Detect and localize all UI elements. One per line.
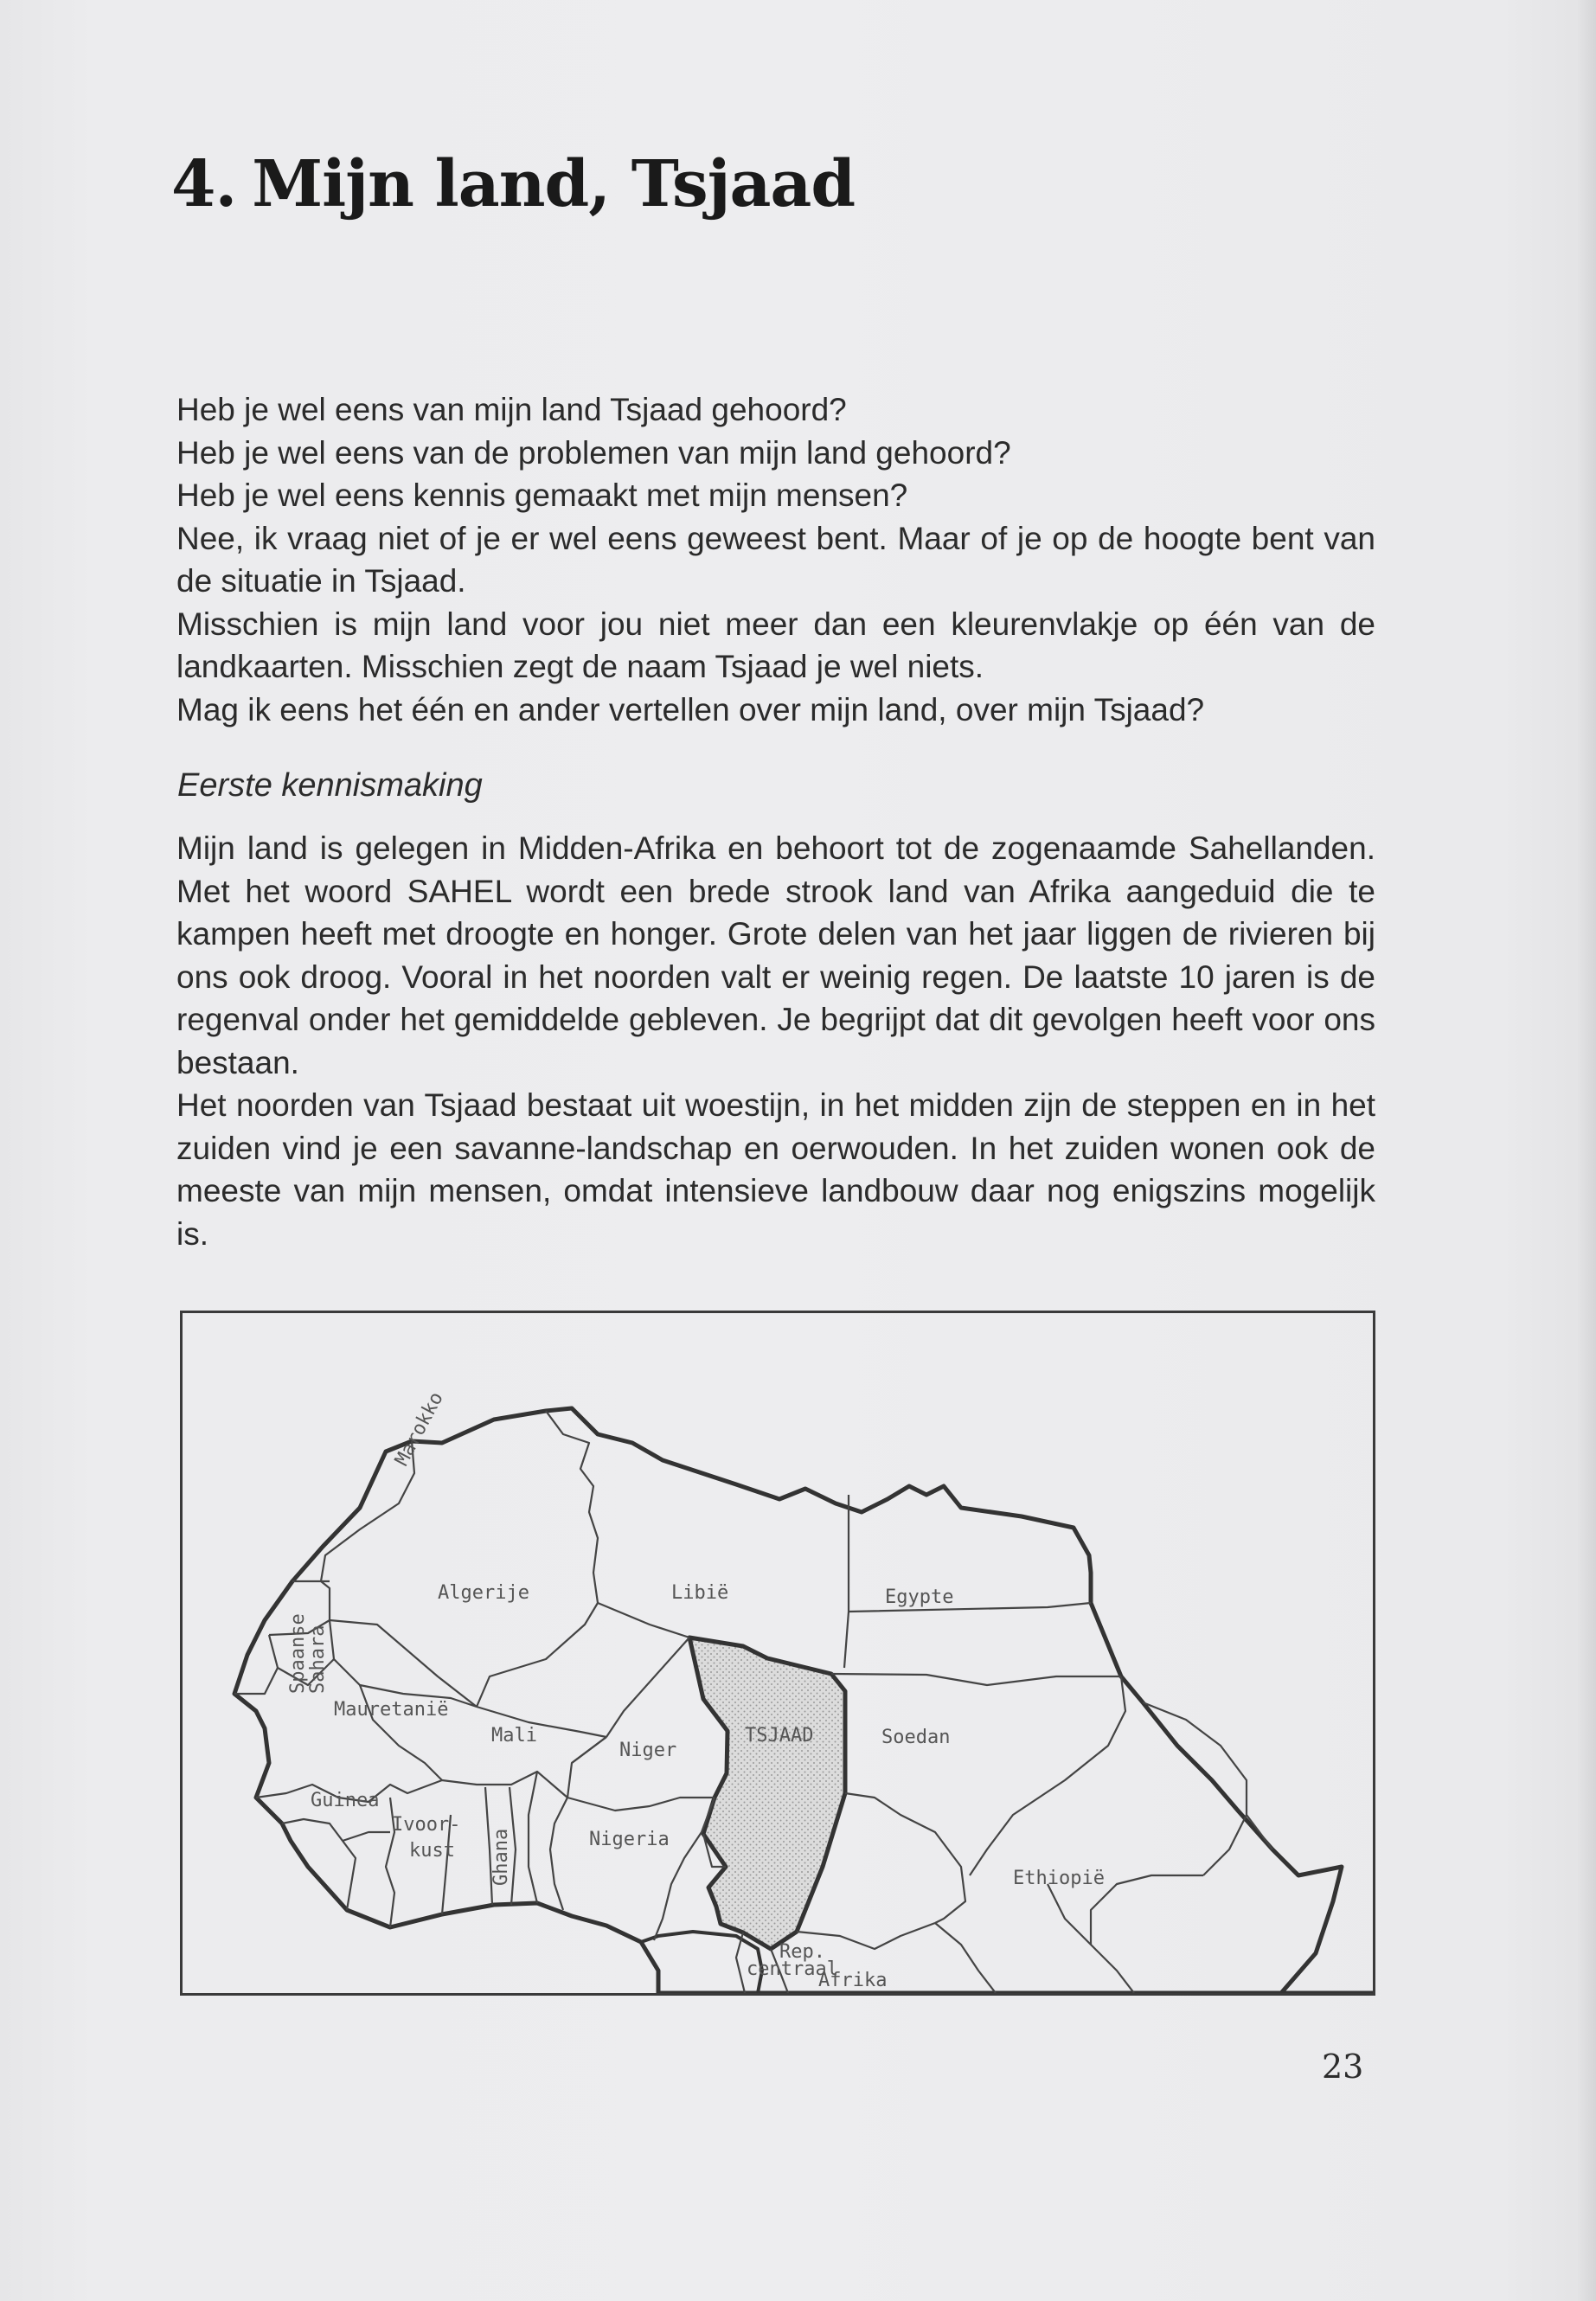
section-text — [176, 827, 1375, 1255]
label-ivoorkust-2: kust — [409, 1840, 455, 1862]
label-spaanse: Spaanse — [287, 1613, 309, 1694]
page-number: 23 — [1322, 2048, 1364, 2086]
africa-map-svg — [183, 1313, 1373, 1993]
label-libie: Libië — [671, 1582, 729, 1604]
intro-line: Heb je wel eens van de problemen van mijn land gehoord? — [176, 434, 1011, 471]
intro-line: Heb je wel eens van mijn land Tsjaad gehoord? — [176, 392, 847, 427]
intro-line: Nee, ik vraag niet of je er wel eens geweest bent. Maar of je op de hoogte bent van de situatie in Tsjaad. — [176, 520, 1375, 599]
chapter-heading — [171, 147, 855, 221]
label-ivoorkust-1: Ivoor- — [392, 1814, 461, 1836]
africa-map — [180, 1311, 1375, 1996]
label-sahara: Sahara — [307, 1625, 329, 1694]
label-nigeria: Nigeria — [589, 1829, 670, 1850]
section-heading: Eerste kennismaking — [177, 767, 483, 804]
label-algerije: Algerije — [438, 1582, 529, 1604]
label-egypte: Egypte — [885, 1586, 954, 1608]
label-mauretanie: Mauretanië — [334, 1699, 449, 1721]
intro-text — [176, 388, 1375, 731]
intro-line: Mag ik eens het één en ander vertellen over mijn land, over mijn Tsjaad? — [176, 691, 1205, 727]
section-paragraph: Mijn land is gelegen in Midden-Afrika en behoort tot de zogenaamde Sahellanden. Met het woord SAHEL wordt een brede strook land van Afrika aangeduid die te kampen heeft met droogte en honger. Grote delen van het jaar liggen de rivieren bij ons ook droog. Vooral in het noorden valt er weinig regen. De laatste 10 jaren is de regenval onder het gemiddelde gebleven. Je begrijpt dat dit gevolgen heeft voor ons bestaan. — [176, 830, 1375, 1080]
label-ghana: Ghana — [490, 1828, 512, 1886]
label-niger: Niger — [619, 1740, 677, 1761]
intro-line: Heb je wel eens kennis gemaakt met mijn mensen? — [176, 478, 908, 513]
intro-line: Misschien is mijn land voor jou niet meer dan een kleurenvlakje op één van de landkaarten. Misschien zegt de naam Tsjaad je wel niets. — [176, 606, 1375, 684]
label-car-1: Rep. — [779, 1941, 825, 1963]
label-mali: Mali — [491, 1725, 537, 1747]
label-car-2: centraal — [747, 1958, 838, 1980]
section-paragraph-2: Het noorden van Tsjaad bestaat uit woestijn, in het midden zijn de steppen en in het zuiden vind je een savanne-landschap en oerwouden. In het zuiden wonen ook de meeste van mijn mensen, omdat intensieve landbouw daar nog enigszins mogelijk is. — [176, 1087, 1375, 1252]
chapter-number: 4. — [171, 147, 237, 221]
label-car-3: Afrika — [818, 1970, 888, 1991]
label-guinea: Guinea — [311, 1790, 380, 1811]
label-soedan: Soedan — [881, 1727, 951, 1748]
label-tsjaad: TSJAAD — [745, 1725, 814, 1747]
label-ethiopie: Ethiopië — [1013, 1868, 1105, 1889]
label-marokko: Marokko — [391, 1388, 448, 1470]
chapter-title: Mijn land, Tsjaad — [252, 147, 856, 221]
